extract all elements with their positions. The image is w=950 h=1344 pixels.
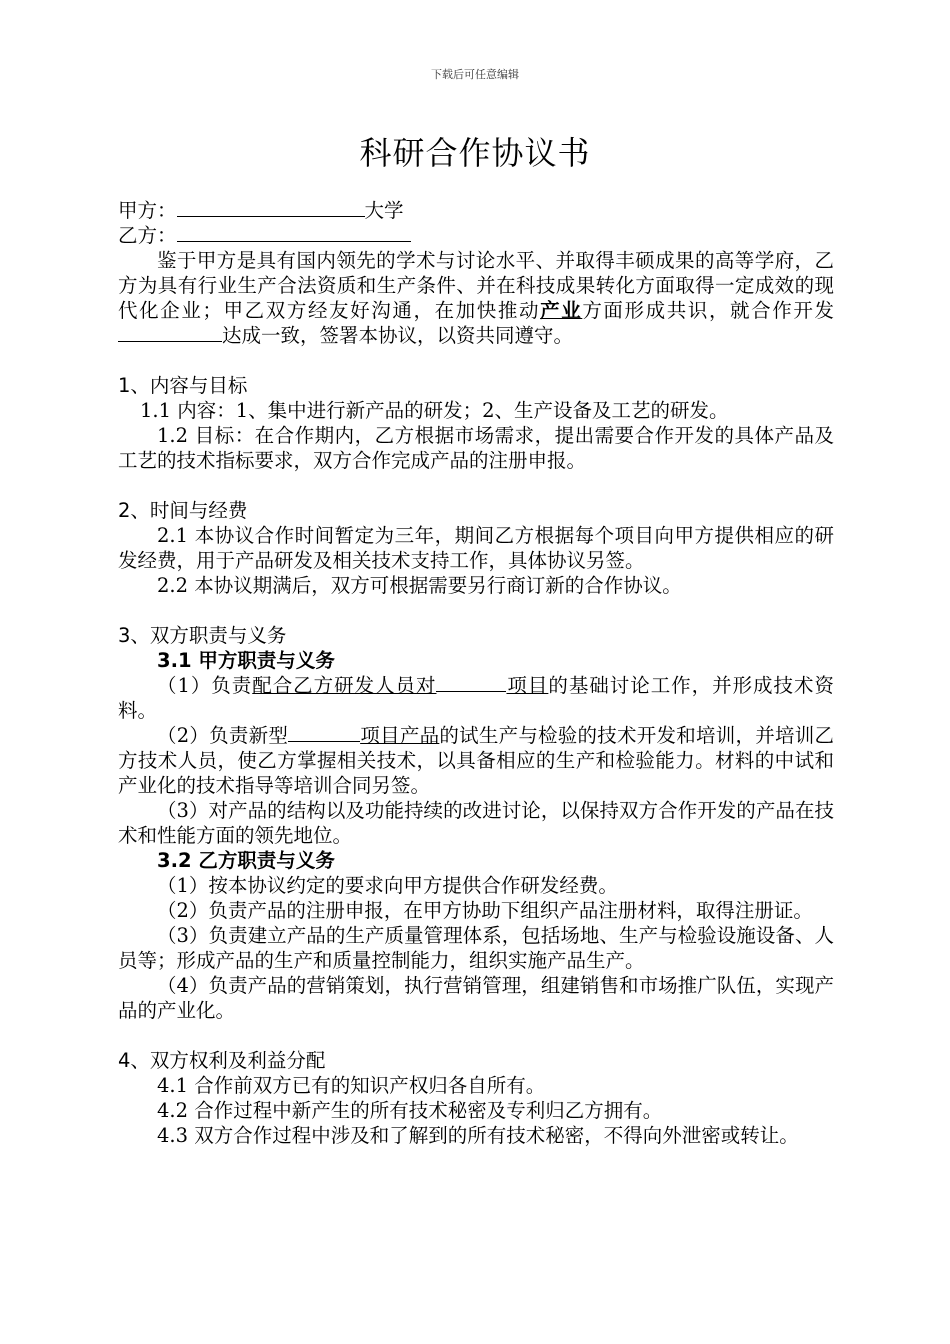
section-3-1-item-1 bbox=[118, 673, 834, 723]
spacer bbox=[118, 348, 834, 373]
spacer bbox=[118, 598, 834, 623]
item-1-project: 项目 bbox=[506, 674, 549, 697]
item-1-post: 的基础讨论工作，并形成技术资料。 bbox=[118, 674, 834, 722]
section-3-1-heading: 3.1 甲方职责与义务 bbox=[157, 649, 335, 672]
section-3-2-item-1: （1）按本协议约定的要求向甲方提供合作研发经费。 bbox=[157, 874, 618, 897]
spacer bbox=[118, 1023, 834, 1048]
section-1-heading: 1、内容与目标 bbox=[118, 374, 248, 397]
item-1-underlined: 配合乙方研发人员对 bbox=[252, 674, 437, 697]
item-2-pre: （2）负责新型 bbox=[157, 724, 289, 747]
section-2-heading: 2、时间与经费 bbox=[118, 499, 248, 522]
preamble-emphasis: 产业 bbox=[540, 299, 583, 322]
party-b-line bbox=[118, 223, 834, 248]
section-4-heading: 4、双方权利及利益分配 bbox=[118, 1049, 326, 1072]
party-b-label: 乙方： bbox=[118, 224, 177, 247]
party-b-blank bbox=[177, 223, 411, 242]
party-a-line bbox=[118, 198, 834, 223]
preamble-part1: 鉴于甲方是具有国内领先的学术与讨论水平、并取得丰硕成果的高等学府，乙方为具有行业生产合法资质和生产条件、并在科技成果转化方面取得一定成效的现代化企业；甲乙双方经友好沟通，在加快推动 bbox=[118, 249, 834, 322]
header-note: 下载后可任意编辑 bbox=[431, 68, 519, 81]
section-4-2: 4.2 合作过程中新产生的所有技术秘密及专利归乙方拥有。 bbox=[157, 1099, 663, 1122]
section-3-heading: 3、双方职责与义务 bbox=[118, 624, 287, 647]
document-body bbox=[118, 198, 834, 1148]
party-a-suffix: 大学 bbox=[364, 199, 404, 222]
spacer bbox=[118, 473, 834, 498]
party-a-label: 甲方： bbox=[118, 199, 177, 222]
section-2-2: 2.2 本协议期满后，双方可根据需要另行商订新的合作协议。 bbox=[157, 574, 682, 597]
section-3-2-item-2: （2）负责产品的注册申报，在甲方协助下组织产品注册材料，取得注册证。 bbox=[157, 899, 813, 922]
section-4-1: 4.1 合作前双方已有的知识产权归各自所有。 bbox=[157, 1074, 546, 1097]
section-3-2-item-3: （3）负责建立产品的生产质量管理体系，包括场地、生产与检验设施设备、人员等；形成产品的生产和质量控制能力，组织实施产品生产。 bbox=[118, 924, 834, 972]
party-a-blank bbox=[177, 198, 365, 217]
section-4-3: 4.3 双方合作过程中涉及和了解到的所有技术秘密，不得向外泄密或转让。 bbox=[157, 1124, 799, 1147]
item-2-blank bbox=[288, 723, 360, 742]
section-3-2-heading: 3.2 乙方职责与义务 bbox=[157, 849, 335, 872]
preamble-blank bbox=[118, 323, 222, 342]
section-3-1-item-2 bbox=[118, 723, 834, 798]
section-1-1: 1.1 内容：1、集中进行新产品的研发；2、生产设备及工艺的研发。 bbox=[140, 399, 729, 422]
item-2-underlined: 项目产品 bbox=[360, 724, 440, 747]
preamble-part2: 方面形成共识，就合作开发 bbox=[582, 299, 834, 322]
item-1-blank bbox=[436, 673, 506, 692]
document-title: 科研合作协议书 bbox=[359, 134, 591, 172]
item-2-post: 的试生产与检验的技术开发和培训，并培训乙方技术人员，使乙方掌握相关技术，以具备相应的生产和检验能力。材料的中试和产业化的技术指导等培训合同另签。 bbox=[118, 724, 834, 797]
section-3-1-item-3: （3）对产品的结构以及功能持续的改进讨论，以保持双方合作开发的产品在技术和性能方面的领先地位。 bbox=[118, 799, 834, 847]
item-1-pre: （1）负责 bbox=[157, 674, 253, 697]
section-3-2-item-4: （4）负责产品的营销策划，执行营销管理，组建销售和市场推广队伍，实现产品的产业化。 bbox=[118, 974, 834, 1022]
preamble-part3: 达成一致，签署本协议，以资共同遵守。 bbox=[222, 324, 574, 347]
section-1-2: 1.2 目标：在合作期内，乙方根据市场需求，提出需要合作开发的具体产品及工艺的技术指标要求，双方合作完成产品的注册申报。 bbox=[118, 424, 834, 472]
section-2-1: 2.1 本协议合作时间暂定为三年，期间乙方根据每个项目向甲方提供相应的研发经费，用于产品研发及相关技术支持工作，具体协议另签。 bbox=[118, 524, 834, 572]
preamble-paragraph bbox=[118, 248, 834, 348]
